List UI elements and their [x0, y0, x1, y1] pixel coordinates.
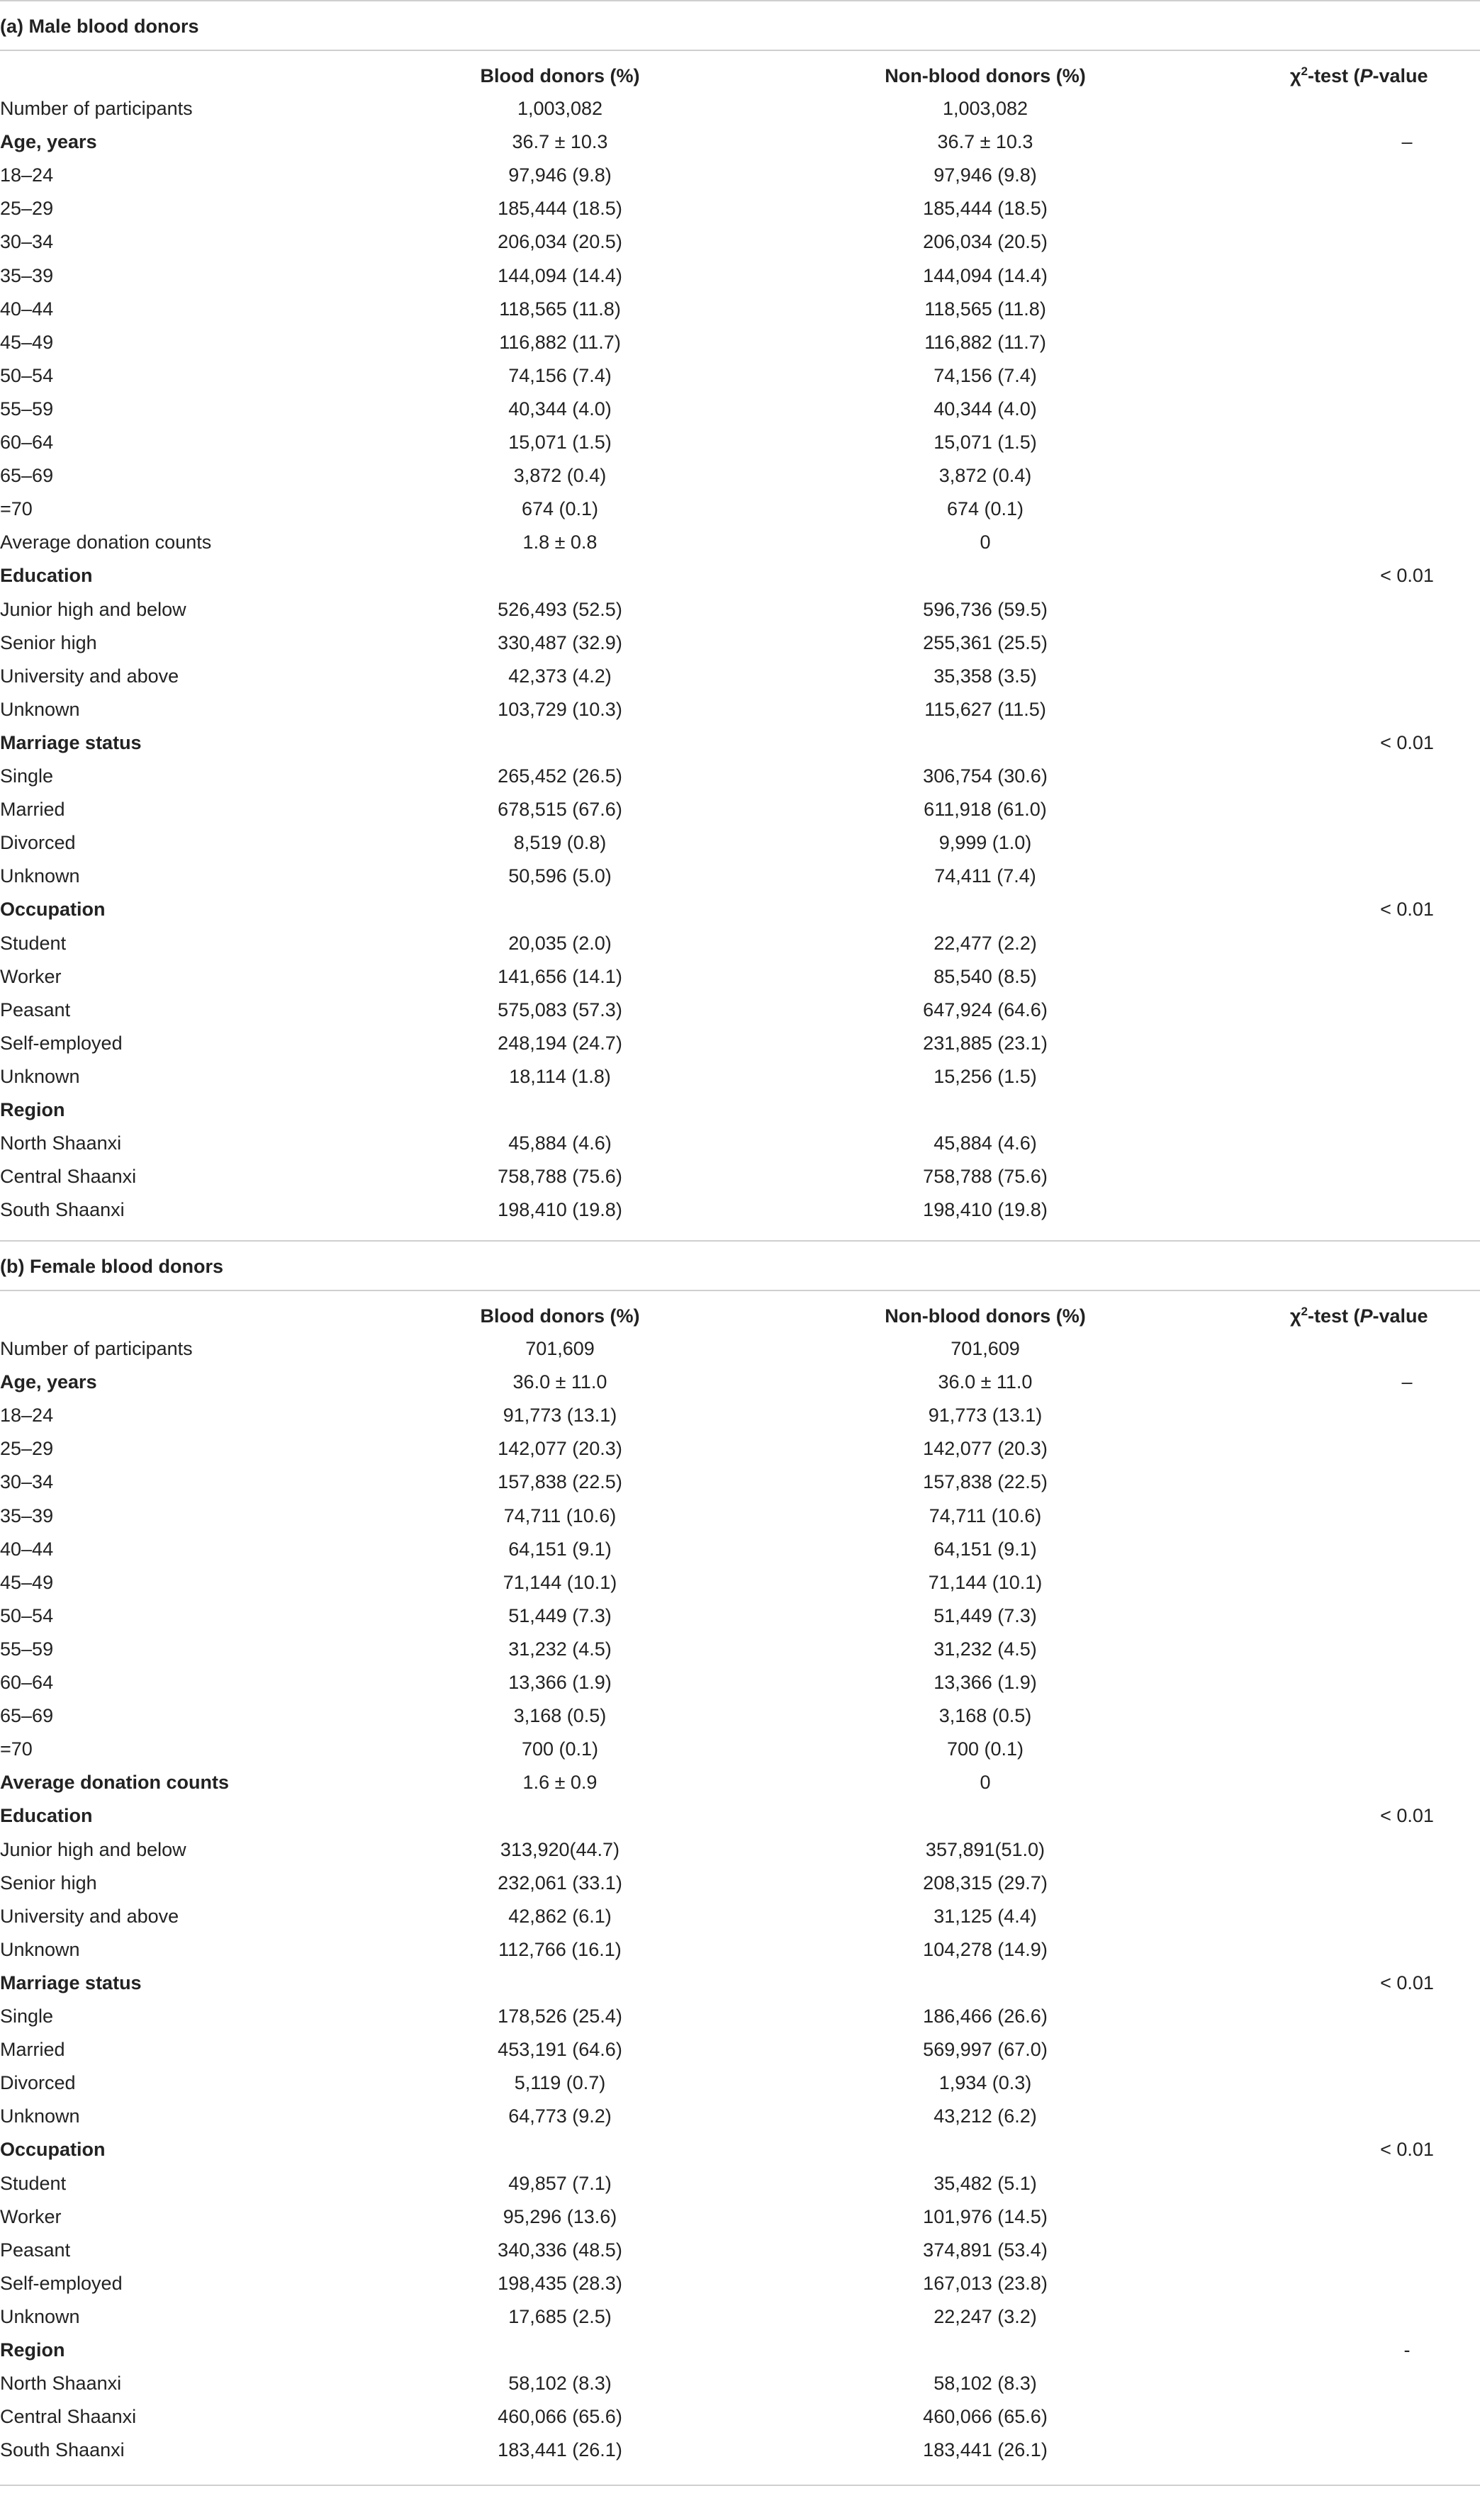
row-label: 25–29	[0, 198, 54, 219]
row-label: South Shaanxi	[0, 1199, 125, 1220]
row-label: Number of participants	[0, 98, 193, 119]
chi-symbol: χ	[1290, 1305, 1301, 1327]
cell-non-blood-donors: 51,449 (7.3)	[934, 1605, 1037, 1626]
chi-label-p: P	[1360, 65, 1373, 86]
cell-non-blood-donors: 357,891(51.0)	[925, 1839, 1045, 1860]
cell-blood-donors: 50,596 (5.0)	[508, 865, 612, 887]
cell-non-blood-donors: 58,102 (8.3)	[934, 2373, 1037, 2394]
row-label: 40–44	[0, 298, 54, 320]
column-header-blood-donors: Blood donors (%)	[480, 1305, 640, 1327]
cell-non-blood-donors: 13,366 (1.9)	[934, 1672, 1037, 1693]
row-label: 35–39	[0, 1505, 54, 1526]
row-label: 60–64	[0, 1672, 54, 1693]
cell-blood-donors: 17,685 (2.5)	[508, 2306, 612, 2327]
cell-non-blood-donors: 647,924 (64.6)	[923, 999, 1048, 1020]
cell-blood-donors: 116,882 (11.7)	[499, 332, 621, 353]
cell-non-blood-donors: 104,278 (14.9)	[923, 1939, 1048, 1960]
row-label: 45–49	[0, 332, 54, 353]
chi-label-a: -test (	[1308, 65, 1360, 86]
cell-non-blood-donors: 186,466 (26.6)	[923, 2006, 1048, 2027]
row-label: 35–39	[0, 265, 54, 286]
row-label: 65–69	[0, 1705, 54, 1726]
row-label: Divorced	[0, 2072, 76, 2093]
cell-non-blood-donors: 374,891 (53.4)	[923, 2239, 1048, 2261]
cell-blood-donors: 36.7 ± 10.3	[512, 131, 608, 152]
cell-blood-donors: 183,441 (26.1)	[498, 2439, 622, 2460]
cell-non-blood-donors: 1,003,082	[942, 98, 1028, 119]
row-label: 50–54	[0, 1605, 54, 1626]
row-label: Unknown	[0, 2306, 80, 2327]
chi-superscript: 2	[1301, 64, 1308, 78]
cell-non-blood-donors: 22,477 (2.2)	[934, 933, 1037, 954]
cell-non-blood-donors: 142,077 (20.3)	[923, 1438, 1048, 1459]
cell-non-blood-donors: 611,918 (61.0)	[924, 799, 1047, 820]
cell-non-blood-donors: 118,565 (11.8)	[924, 298, 1046, 320]
cell-non-blood-donors: 35,358 (3.5)	[934, 665, 1037, 687]
cell-blood-donors: 701,609	[525, 1338, 595, 1359]
cell-non-blood-donors: 231,885 (23.1)	[923, 1033, 1048, 1054]
group-label: Occupation	[0, 899, 106, 920]
cell-p-value: < 0.01	[1380, 1972, 1434, 1993]
cell-blood-donors: 112,766 (16.1)	[498, 1939, 622, 1960]
row-label: 30–34	[0, 231, 54, 252]
row-label: Peasant	[0, 999, 71, 1020]
header-rule	[0, 50, 1480, 51]
column-header-non-blood-donors: Non-blood donors (%)	[885, 1305, 1086, 1327]
row-label: Central Shaanxi	[0, 1166, 137, 1187]
cell-blood-donors: 42,373 (4.2)	[508, 665, 612, 687]
cell-blood-donors: 31,232 (4.5)	[508, 1638, 612, 1660]
row-label: =70	[0, 1738, 33, 1760]
row-label: Student	[0, 933, 67, 954]
column-header-blood-donors: Blood donors (%)	[480, 65, 640, 86]
cell-non-blood-donors: 116,882 (11.7)	[924, 332, 1046, 353]
cell-non-blood-donors: 700 (0.1)	[946, 1738, 1024, 1760]
row-label: Self-employed	[0, 1033, 123, 1054]
cell-non-blood-donors: 64,151 (9.1)	[934, 1539, 1037, 1560]
cell-non-blood-donors: 101,976 (14.5)	[923, 2206, 1048, 2227]
row-label: 25–29	[0, 1438, 54, 1459]
cell-blood-donors: 313,920(44.7)	[500, 1839, 620, 1860]
column-header-chi-square	[1290, 60, 1428, 92]
section-title: (a) Male blood donors	[0, 16, 199, 37]
group-label: Education	[0, 565, 93, 586]
cell-non-blood-donors: 36.7 ± 10.3	[937, 131, 1033, 152]
cell-blood-donors: 8,519 (0.8)	[513, 832, 607, 853]
cell-non-blood-donors: 43,212 (6.2)	[934, 2105, 1037, 2127]
cell-non-blood-donors: 74,156 (7.4)	[934, 365, 1037, 386]
cell-blood-donors: 674 (0.1)	[521, 498, 599, 519]
column-header-non-blood-donors: Non-blood donors (%)	[885, 65, 1086, 86]
chi-label-p: P	[1360, 1305, 1373, 1327]
cell-non-blood-donors: 85,540 (8.5)	[934, 966, 1037, 987]
row-label: Unknown	[0, 865, 80, 887]
cell-blood-donors: 265,452 (26.5)	[498, 765, 622, 787]
cell-non-blood-donors: 9,999 (1.0)	[938, 832, 1032, 853]
cell-non-blood-donors: 40,344 (4.0)	[934, 398, 1037, 420]
row-label: Unknown	[0, 2105, 80, 2127]
cell-non-blood-donors: 255,361 (25.5)	[923, 632, 1048, 653]
cell-non-blood-donors: 91,773 (13.1)	[928, 1405, 1043, 1426]
cell-blood-donors: 15,071 (1.5)	[508, 432, 612, 453]
cell-non-blood-donors: 74,411 (7.4)	[934, 865, 1036, 887]
cell-blood-donors: 5,119 (0.7)	[514, 2072, 606, 2093]
cell-blood-donors: 144,094 (14.4)	[498, 265, 622, 286]
group-label: Age, years	[0, 1371, 97, 1393]
cell-non-blood-donors: 3,168 (0.5)	[938, 1705, 1032, 1726]
row-label: =70	[0, 498, 33, 519]
cell-blood-donors: 97,946 (9.8)	[508, 164, 612, 186]
cell-blood-donors: 58,102 (8.3)	[508, 2373, 612, 2394]
cell-blood-donors: 95,296 (13.6)	[503, 2206, 617, 2227]
row-label: Junior high and below	[0, 599, 186, 620]
cell-blood-donors: 678,515 (67.6)	[498, 799, 622, 820]
cell-blood-donors: 40,344 (4.0)	[508, 398, 612, 420]
cell-non-blood-donors: 115,627 (11.5)	[924, 699, 1046, 720]
cell-blood-donors: 157,838 (22.5)	[498, 1471, 622, 1492]
cell-blood-donors: 91,773 (13.1)	[503, 1405, 617, 1426]
row-label: University and above	[0, 665, 179, 687]
row-label: 60–64	[0, 432, 54, 453]
table-bottom-rule	[0, 2485, 1480, 2486]
cell-blood-donors: 1.6 ± 0.9	[522, 1772, 598, 1793]
row-label: Unknown	[0, 1066, 80, 1087]
row-label: 65–69	[0, 465, 54, 486]
cell-blood-donors: 206,034 (20.5)	[498, 231, 622, 252]
cell-p-value: < 0.01	[1380, 2139, 1434, 2160]
group-label: Age, years	[0, 131, 97, 152]
cell-non-blood-donors: 45,884 (4.6)	[934, 1132, 1037, 1154]
cell-blood-donors: 74,156 (7.4)	[508, 365, 612, 386]
cell-p-value: -	[1403, 2339, 1411, 2361]
row-label: North Shaanxi	[0, 1132, 122, 1154]
row-label: Married	[0, 799, 65, 820]
cell-blood-donors: 20,035 (2.0)	[508, 933, 612, 954]
row-label: 18–24	[0, 1405, 54, 1426]
chi-label-b: -value	[1372, 1305, 1428, 1327]
row-label: Single	[0, 2006, 54, 2027]
cell-non-blood-donors: 167,013 (23.8)	[923, 2273, 1048, 2294]
group-label: Education	[0, 1805, 93, 1826]
cell-non-blood-donors: 208,315 (29.7)	[923, 1872, 1048, 1894]
cell-non-blood-donors: 1,934 (0.3)	[938, 2072, 1032, 2093]
cell-non-blood-donors: 306,754 (30.6)	[923, 765, 1048, 787]
cell-p-value: –	[1401, 1371, 1413, 1393]
row-label: Single	[0, 765, 54, 787]
row-label: Self-employed	[0, 2273, 123, 2294]
cell-blood-donors: 453,191 (64.6)	[498, 2039, 622, 2060]
row-label: 55–59	[0, 1638, 54, 1660]
cell-blood-donors: 178,526 (25.4)	[498, 2006, 622, 2027]
cell-blood-donors: 74,711 (10.6)	[503, 1505, 617, 1526]
row-label: Average donation counts	[0, 531, 212, 553]
cell-non-blood-donors: 15,256 (1.5)	[934, 1066, 1037, 1087]
group-label: Marriage status	[0, 732, 142, 753]
row-label: Divorced	[0, 832, 76, 853]
cell-blood-donors: 460,066 (65.6)	[498, 2406, 622, 2427]
row-label: Junior high and below	[0, 1839, 186, 1860]
chi-superscript: 2	[1301, 1305, 1308, 1318]
group-label: Marriage status	[0, 1972, 142, 1993]
row-label: Number of participants	[0, 1338, 193, 1359]
cell-p-value: –	[1401, 131, 1413, 152]
cell-non-blood-donors: 35,482 (5.1)	[934, 2173, 1037, 2194]
cell-blood-donors: 1.8 ± 0.8	[522, 531, 598, 553]
row-label: 40–44	[0, 1539, 54, 1560]
cell-non-blood-donors: 206,034 (20.5)	[923, 231, 1048, 252]
row-label: 30–34	[0, 1471, 54, 1492]
cell-blood-donors: 3,872 (0.4)	[513, 465, 607, 486]
row-label: 50–54	[0, 365, 54, 386]
cell-blood-donors: 700 (0.1)	[521, 1738, 599, 1760]
cell-non-blood-donors: 74,711 (10.6)	[929, 1505, 1042, 1526]
cell-non-blood-donors: 36.0 ± 11.0	[938, 1371, 1033, 1393]
cell-p-value: < 0.01	[1380, 899, 1434, 920]
cell-blood-donors: 198,410 (19.8)	[498, 1199, 622, 1220]
chi-label-a: -test (	[1308, 1305, 1360, 1327]
row-label: 45–49	[0, 1572, 54, 1593]
cell-blood-donors: 330,487 (32.9)	[498, 632, 622, 653]
cell-non-blood-donors: 31,125 (4.4)	[934, 1906, 1037, 1927]
cell-blood-donors: 64,773 (9.2)	[508, 2105, 612, 2127]
cell-non-blood-donors: 460,066 (65.6)	[923, 2406, 1048, 2427]
section-title: (b) Female blood donors	[0, 1256, 223, 1277]
row-label: North Shaanxi	[0, 2373, 122, 2394]
row-label: Married	[0, 2039, 65, 2060]
cell-non-blood-donors: 144,094 (14.4)	[923, 265, 1048, 286]
row-label: Senior high	[0, 1872, 97, 1894]
cell-blood-donors: 118,565 (11.8)	[499, 298, 621, 320]
cell-p-value: < 0.01	[1380, 732, 1434, 753]
header-rule	[0, 1290, 1480, 1291]
section-top-rule	[0, 0, 1480, 1]
cell-blood-donors: 51,449 (7.3)	[508, 1605, 612, 1626]
chi-symbol: χ	[1290, 65, 1301, 86]
row-label: Worker	[0, 966, 62, 987]
cell-blood-donors: 575,083 (57.3)	[498, 999, 622, 1020]
cell-blood-donors: 42,862 (6.1)	[508, 1906, 612, 1927]
cell-blood-donors: 36.0 ± 11.0	[512, 1371, 607, 1393]
section-top-rule	[0, 1240, 1480, 1242]
cell-non-blood-donors: 198,410 (19.8)	[923, 1199, 1048, 1220]
cell-blood-donors: 526,493 (52.5)	[498, 599, 622, 620]
cell-blood-donors: 71,144 (10.1)	[503, 1572, 617, 1593]
cell-non-blood-donors: 3,872 (0.4)	[938, 465, 1032, 486]
cell-non-blood-donors: 569,997 (67.0)	[923, 2039, 1048, 2060]
cell-non-blood-donors: 71,144 (10.1)	[928, 1572, 1043, 1593]
cell-blood-donors: 1,003,082	[517, 98, 603, 119]
row-label: Central Shaanxi	[0, 2406, 137, 2427]
row-label: Worker	[0, 2206, 62, 2227]
row-label: South Shaanxi	[0, 2439, 125, 2460]
cell-blood-donors: 232,061 (33.1)	[498, 1872, 622, 1894]
group-label: Occupation	[0, 2139, 106, 2160]
cell-non-blood-donors: 15,071 (1.5)	[934, 432, 1037, 453]
cell-blood-donors: 142,077 (20.3)	[498, 1438, 622, 1459]
cell-non-blood-donors: 183,441 (26.1)	[923, 2439, 1048, 2460]
row-label: Senior high	[0, 632, 97, 653]
cell-blood-donors: 248,194 (24.7)	[498, 1033, 622, 1054]
group-label: Region	[0, 1099, 65, 1120]
row-label: 55–59	[0, 398, 54, 420]
cell-p-value: < 0.01	[1380, 1805, 1434, 1826]
cell-blood-donors: 45,884 (4.6)	[508, 1132, 612, 1154]
cell-blood-donors: 185,444 (18.5)	[498, 198, 622, 219]
cell-blood-donors: 758,788 (75.6)	[498, 1166, 622, 1187]
column-header-chi-square	[1290, 1300, 1428, 1332]
row-label: Student	[0, 2173, 67, 2194]
row-label: Unknown	[0, 699, 80, 720]
row-label: 18–24	[0, 164, 54, 186]
row-label: University and above	[0, 1906, 179, 1927]
cell-non-blood-donors: 22,247 (3.2)	[934, 2306, 1037, 2327]
cell-non-blood-donors: 157,838 (22.5)	[923, 1471, 1048, 1492]
cell-blood-donors: 198,435 (28.3)	[498, 2273, 622, 2294]
cell-non-blood-donors: 701,609	[951, 1338, 1020, 1359]
cell-blood-donors: 340,336 (48.5)	[498, 2239, 622, 2261]
cell-p-value: < 0.01	[1380, 565, 1434, 586]
cell-non-blood-donors: 758,788 (75.6)	[923, 1166, 1048, 1187]
cell-non-blood-donors: 596,736 (59.5)	[923, 599, 1048, 620]
chi-label-b: -value	[1372, 65, 1428, 86]
row-label: Peasant	[0, 2239, 71, 2261]
row-label: Unknown	[0, 1939, 80, 1960]
cell-non-blood-donors: 185,444 (18.5)	[923, 198, 1048, 219]
cell-non-blood-donors: 0	[980, 1772, 991, 1793]
cell-blood-donors: 18,114 (1.8)	[509, 1066, 611, 1087]
cell-blood-donors: 49,857 (7.1)	[508, 2173, 612, 2194]
cell-non-blood-donors: 0	[980, 531, 991, 553]
cell-blood-donors: 3,168 (0.5)	[513, 1705, 607, 1726]
cell-non-blood-donors: 674 (0.1)	[946, 498, 1024, 519]
cell-non-blood-donors: 31,232 (4.5)	[934, 1638, 1037, 1660]
cell-non-blood-donors: 97,946 (9.8)	[934, 164, 1037, 186]
group-label: Average donation counts	[0, 1772, 230, 1793]
cell-blood-donors: 64,151 (9.1)	[508, 1539, 612, 1560]
cell-blood-donors: 141,656 (14.1)	[498, 966, 622, 987]
cell-blood-donors: 13,366 (1.9)	[508, 1672, 612, 1693]
cell-blood-donors: 103,729 (10.3)	[498, 699, 622, 720]
group-label: Region	[0, 2339, 65, 2361]
